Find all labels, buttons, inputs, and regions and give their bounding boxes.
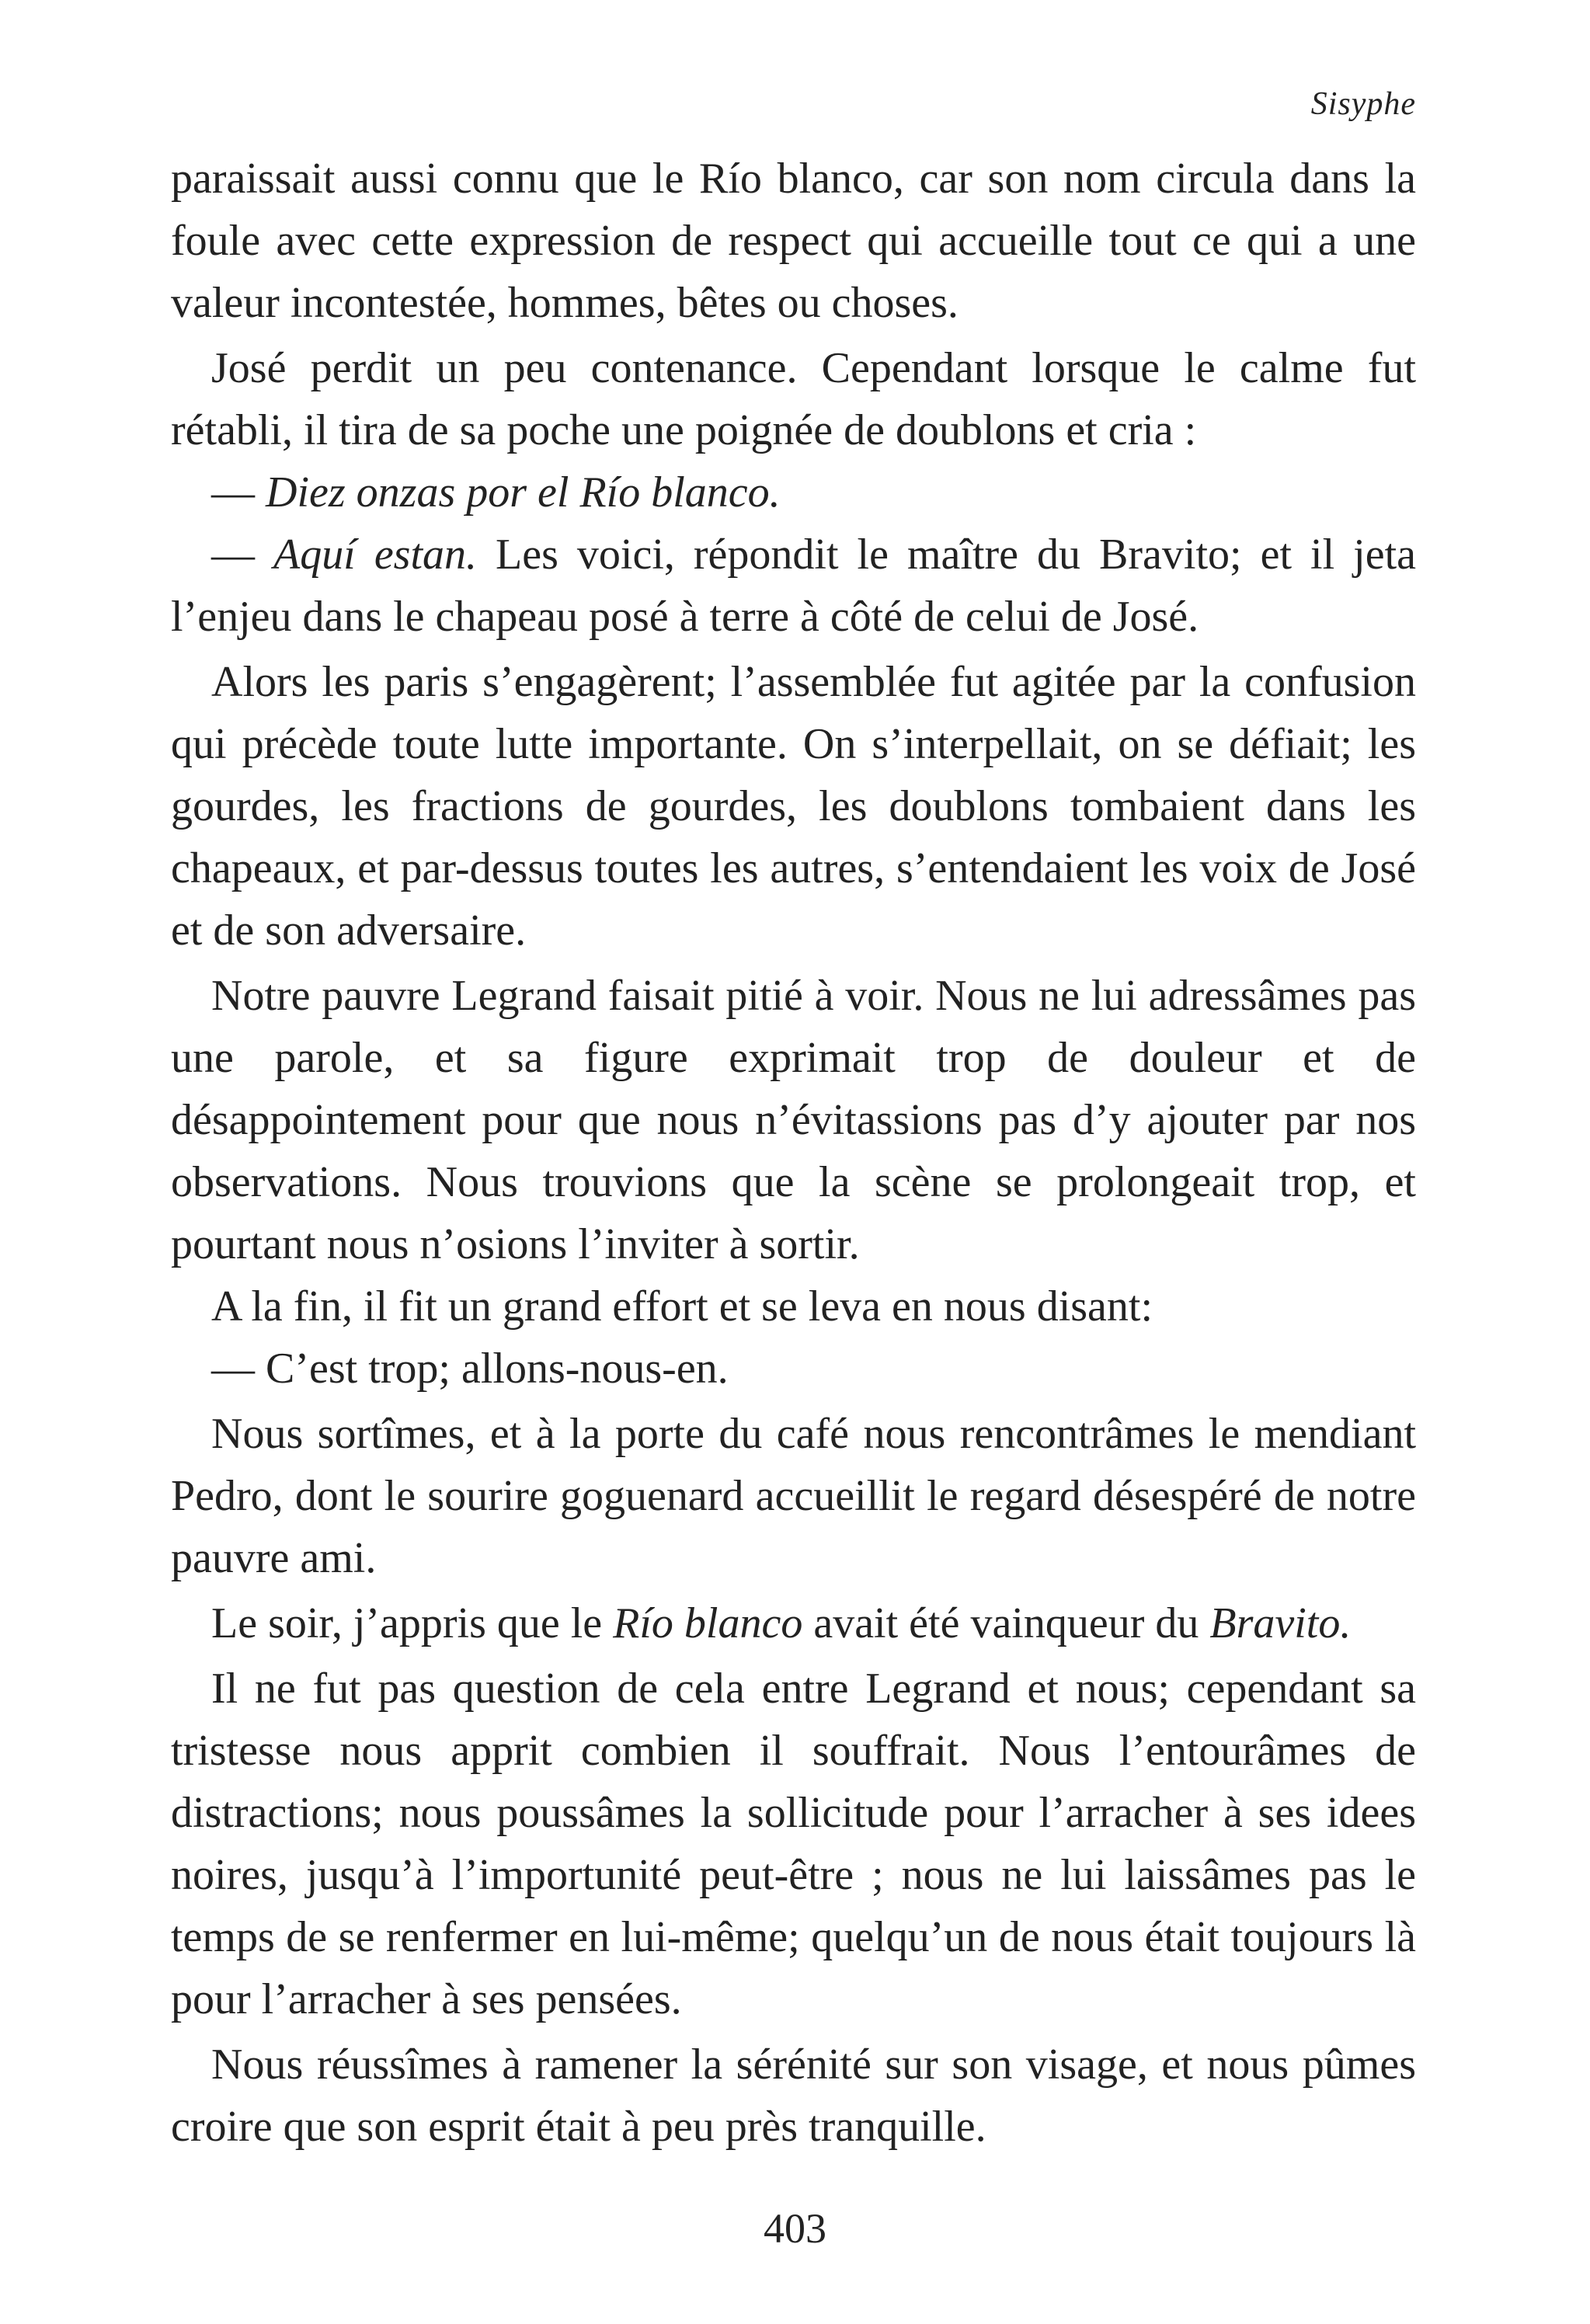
paragraph-11: Il ne fut pas question de cela entre Legrand et nous; cependant sa tristesse nous apprit combien il souffrait. Nous l’entourâmes de distractions; nous poussâmes la sollicitude pour l’arracher à ses idees noires, jusqu’à l’importunité peut-être ; nous ne lui laissâmes pas le temps de se renfermer en lui-même; quelqu’un de nous était toujours là pour l’arracher à ses pensées. (171, 1665, 1416, 2023)
paragraph-10 (171, 1592, 1416, 1654)
horse-name-rio-blanco: Río blanco (613, 1599, 803, 1647)
paragraph-10-part-c: avait été vainqueur du (802, 1599, 1210, 1647)
spanish-quote: Diez onzas por el Río blanco. (266, 468, 781, 517)
paragraph-4 (171, 524, 1416, 648)
paragraph-7: A la fin, il fit un grand effort et se leva en nous disant: (211, 1282, 1153, 1331)
paragraph-3 (171, 461, 1416, 524)
paragraph-1: paraissait aussi connu que le Río blanco, car son nom circula dans la foule avec cette expression de respect qui accueille tout ce qui a une valeur incontestée, hommes, bêtes ou choses. (171, 155, 1416, 327)
paragraph-4-rest: Les voici, répondit le maître du Bravito; et il jeta l’enjeu dans le chapeau posé à terre à côté de celui de José. (171, 531, 1417, 641)
paragraph-12: Nous réussîmes à ramener la sérénité sur son visage, et nous pûmes croire que son esprit était à peu près tranquille. (171, 2040, 1416, 2151)
dialogue-dash: — (211, 468, 266, 517)
page-number: 403 (764, 2205, 826, 2252)
paragraph-8: — C’est trop; allons-nous-en. (211, 1345, 729, 1393)
spanish-quote: Aquí estan. (273, 531, 478, 579)
paragraph-10-part-a: Le soir, j’appris que le (211, 1599, 614, 1647)
dialogue-dash: — (211, 531, 274, 579)
paragraph-5: Alors les paris s’engagèrent; l’assemblée fut agitée par la confusion qui précède toute lutte importante. On s’interpellait, on se défiait; les gourdes, les fractions de gourdes, les doublons tombaient dans les chapeaux, et par-dessus toutes les autres, s’entendaient les voix de José et de son adversaire. (171, 658, 1416, 955)
page-body-text (171, 148, 1416, 2158)
running-header: Sisyphe (1310, 86, 1416, 122)
paragraph-2: José perdit un peu contenance. Cependant lorsque le calme fut rétabli, il tira de sa poche une poignée de doublons et cria : (171, 344, 1416, 454)
paragraph-9: Nous sortîmes, et à la porte du café nous rencontrâmes le mendiant Pedro, dont le sourire goguenard accueillit le regard désespéré de notre pauvre ami. (171, 1410, 1416, 1582)
paragraph-6: Notre pauvre Legrand faisait pitié à voir. Nous ne lui adressâmes pas une parole, et sa figure exprimait trop de douleur et de désappointement pour que nous n’évitassions pas d’y ajouter par nos observations. Nous trouvions que la scène se prolongeait trop, et pourtant nous n’osions l’inviter à sortir. (171, 972, 1416, 1268)
horse-name-bravito: Bravito. (1209, 1599, 1352, 1647)
